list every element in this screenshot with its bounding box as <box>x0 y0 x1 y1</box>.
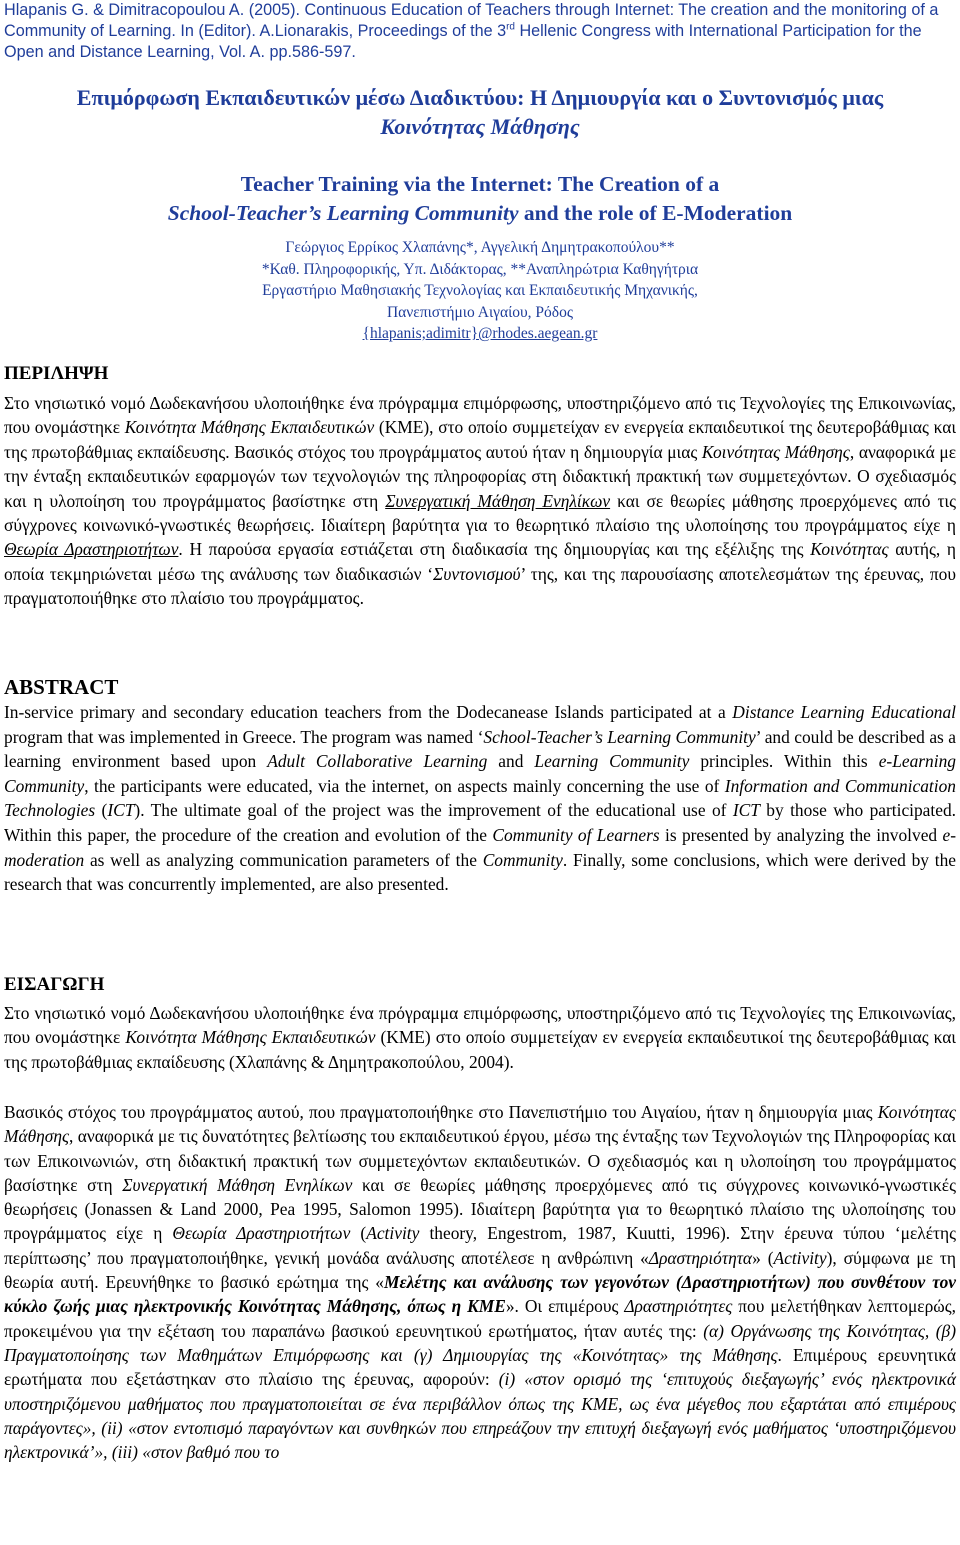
abstract-english-text: as well as analyzing communication parameters of the <box>84 849 483 870</box>
abstract-english-italic: Community of Learners <box>492 824 660 845</box>
abstract-english-italic: Community <box>482 849 563 870</box>
abstract-english-text: is presented by analyzing the involved <box>659 824 943 845</box>
abstract-english-text: and <box>487 751 535 772</box>
author-affiliation-1: *Καθ. Πληροφορικής, Υπ. Διδάκτορας, **Αναπληρώτρια Καθηγήτρια <box>261 260 699 278</box>
abstract-greek-text: ’ της, και της παρουσίασης αποτελεσμάτων της έρευνας, που πραγματοποιήθηκε στο πλαίσιο του προγράμματος. <box>4 563 956 609</box>
citation-text-cont: Hellenic Congress with International Participation for the Open and Distance Learning, Vol. A. pp.586-597. <box>4 22 922 61</box>
intro-italic: Δραστηριότητες <box>624 1296 733 1317</box>
abstract-english-italic: e-moderation <box>4 824 956 870</box>
abstract-english-italic: ICT <box>107 800 135 821</box>
abstract-english-italic: ICT <box>732 800 760 821</box>
abstract-greek-italic: Κοινότητας Μάθησης <box>701 441 850 462</box>
abstract-english-text: program that was implemented in Greece. The program was named ‘ <box>4 726 484 747</box>
intro-text: ( <box>350 1223 367 1244</box>
abstract-english-italic: School-Teacher’s Learning Community <box>483 726 756 747</box>
abstract-greek-italic: Θεωρία Δραστηριοτήτων <box>4 539 179 560</box>
abstract-english-italic: Learning Community <box>534 751 690 772</box>
abstract-english-text: ’ and could be described as a learning environment based upon <box>4 726 956 772</box>
author-block <box>160 237 800 345</box>
citation-text: Hlapanis G. & Dimitracopoulou A. (2005). Continuous Education of Teachers through Internet: The creation and the monitoring of a Community of Learning. In (Editor). A.Lionarakis, Proceedings of the 3 <box>4 1 939 40</box>
english-title-line1: Teacher Training via the Internet: The Creation of a <box>240 172 720 196</box>
intro-italic: Κοινότητα Μάθησης Εκπαιδευτικών <box>125 1027 376 1048</box>
abstract-greek-text: (ΚΜΕ), στο οποίο συμμετείχαν εν ενεργεία εκπαιδευτικοί της δευτεροβάθμιας και της πρωτοβάθμιας εκπαίδευσης. Βασικός στόχος του προγράμματος αυτού ήταν η δημιουργία μιας <box>4 417 956 462</box>
intro-text: και σε θεωρίες μάθησης προερχόμενες από τις σύγχρονες κοινωνικό-γνωστικές θεωρήσεις (Jonassen & Land 2000, Pea 1995, Salomon 1995). Ιδιαίτερη βαρύτητα για το θεωρητικό πλαίσιο της υλοποίησης του προγράμματος είχε η <box>4 1174 956 1244</box>
abstract-english-italic: Information and Communication Technologies <box>4 775 956 821</box>
abstract-greek-text: αυτής, η οποία τεκμηριώνεται μέσω της ανάλυσης των διαδικασιών ‘ <box>4 539 957 584</box>
abstract-greek-body <box>4 391 956 611</box>
english-title <box>0 170 960 228</box>
english-title-line2 <box>0 199 960 228</box>
abstract-english-italic: e-Learning Community <box>4 751 956 796</box>
intro-italic: Activity <box>366 1223 420 1244</box>
abstract-english-body <box>4 700 956 897</box>
abstract-greek-italic: Κοινότητας <box>810 539 889 560</box>
intro-italic: Συνεργατική Μάθηση Ενηλίκων <box>122 1174 353 1195</box>
english-title-italic: School-Teacher’s Learning Community <box>167 201 519 225</box>
abstract-english-text: , the participants were educated, via the internet, on aspects mainly concerning the use of <box>84 775 725 796</box>
english-title-rest: and the role of E-Moderation <box>518 201 793 225</box>
introduction-paragraph-1 <box>4 1001 956 1074</box>
intro-text: που μελετήθηκαν λεπτομερώς, προκειμένου για την εξέταση του παραπάνω βασικού ερευνητικού ερωτήματος, ήταν αυτές της: <box>4 1296 956 1341</box>
intro-bold-italic: Μελέτης και ανάλυσης των γεγονότων (Δραστηριοτήτων) που συνθέτουν τον κύκλο ζωής μιας ηλεκτρονικής Κοινότητας Μάθησης, όπως η ΚΜΕ <box>4 1272 956 1317</box>
intro-text: ), σύμφωνα με τη θεωρία αυτή. Ερευνήθηκε το βασικό ερώτημα της « <box>4 1247 956 1293</box>
abstract-english-text: principles. Within this <box>689 751 879 772</box>
abstract-english-text: . Finally, some conclusions, which were derived by the research that was concurrently implemented, are also presented. <box>4 849 956 895</box>
author-affiliation-3: Πανεπιστήμιο Αιγαίου, Ρόδος <box>386 303 573 321</box>
abstract-greek-text: . Η παρούσα εργασία εστιάζεται στη διαδικασία της δημιουργίας και της εξέλιξης της <box>178 539 811 560</box>
abstract-greek-italic: Συντονισμού <box>433 563 521 584</box>
abstract-greek-text: και σε θεωρίες μάθησης προερχόμενες από τις σύγχρονες κοινωνικό-γνωστικές θεωρήσεις. Ιδιαίτερη βαρύτητα για το θεωρητικό πλαίσιο της υλοποίησης του προγράμματος είχε η <box>4 490 957 536</box>
author-email-link[interactable]: {hlapanis;adimitr}@rhodes.aegean.gr <box>362 325 598 342</box>
intro-text: , αναφορικά με τις δυνατότητες βελτίωσης του εκπαιδευτικού έργου, μέσω της ένταξης των Τεχνολογιών της Πληροφορίας και των Επικοινωνιών, στη διδακτική πρακτική των συμμετεχόντων εκπαιδευτικών. Ο σχεδιασμός και η υλοποίηση του προγράμματος βασίστηκε στη <box>4 1126 956 1195</box>
introduction-heading: ΕΙΣΑΓΩΓΗ <box>4 974 105 995</box>
intro-text: ». Οι επιμέρους <box>505 1296 625 1317</box>
abstract-english-italic: Adult Collaborative Learning <box>267 751 488 772</box>
abstract-english-text: ( <box>95 800 108 821</box>
greek-title-line1: Επιμόρφωση Εκπαιδευτικών μέσω Διαδικτύου: Η Δημιουργία και ο Συντονισμός μιας <box>76 85 884 110</box>
author-names: Γεώργιος Ερρίκος Χλαπάνης*, Αγγελική Δημητρακοπούλου** <box>285 239 675 256</box>
intro-text: Στο νησιωτικό νομό Δωδεκανήσου υλοποιήθηκε ένα πρόγραμμα επιμόρφωσης, υποστηριζόμενο από τις Τεχνολογίες της Επικοινωνίας, που ονομάστηκε <box>4 1003 956 1048</box>
citation-superscript: rd <box>506 21 515 33</box>
abstract-greek-text: , αναφορικά με την ένταξη εκπαιδευτικών εφαρμογών των τεχνολογιών της πληροφορίας στη διδακτική πρακτική των συμμετεχόντων. Ο σχεδιασμός και η υλοποίηση του προγράμματος βασίστηκε στη <box>4 441 956 511</box>
intro-text: . Επιμέρους ερευνητικά ερωτήματα που εξετάστηκαν στο πλαίσιο της έρευνας, αφορούν: <box>4 1344 956 1390</box>
abstract-english-text: ). The ultimate goal of the project was the improvement of the educational use of <box>134 800 733 821</box>
abstract-english-text: by those who participated. Within this paper, the procedure of the creation and evolution of the <box>4 800 956 845</box>
intro-italic: (i) «στον ορισμό της ‘επιτυχούς διεξαγωγής’ ενός ηλεκτρονικά υποστηριζόμενου μαθήματος που πραγματοποιείται σε ένα περιβάλλον όπως της ΚΜΕ, ως ένα μέγεθος που εξαρτάται από επιμέρους παράγοντες», (ii) «στον εντοπισμό παραγόντων και συνθηκών που επηρεάζουν την επιτυχή διεξαγωγή ενός μαθήματος ‘υποστηριζόμενου ηλεκτρονικά’», (iii) «στον βαθμό που το <box>4 1369 957 1463</box>
abstract-greek-heading: ΠΕΡΙΛΗΨΗ <box>4 363 109 384</box>
intro-text: theory, Engestrom, 1987, Kuutti, 1996). Στην έρευνα τύπου ‘μελέτης περίπτωσης’ που πραγματοποιήθηκε, γενική μονάδα ανάλυσης αποτέλεσε η ανθρώπινη « <box>4 1223 957 1268</box>
abstract-greek-italic: Κοινότητα Μάθησης Εκπαιδευτικών <box>124 417 375 438</box>
intro-italic: (α) Οργάνωσης της Κοινότητας, (β) Πραγματοποίησης των Μαθημάτων Επιμόρφωσης και (γ) Δημιουργίας της «Κοινότητας» της Μάθησης <box>4 1320 957 1365</box>
abstract-greek-text: Στο νησιωτικό νομό Δωδεκανήσου υλοποιήθηκε ένα πρόγραμμα επιμόρφωσης, υποστηριζόμενο από τις Τεχνολογίες της Επικοινωνίας, που ονομάστηκε <box>4 393 956 438</box>
author-affiliation-2: Εργαστήριο Μαθησιακής Τεχνολογίας και Εκπαιδευτικής Μηχανικής, <box>262 282 698 299</box>
intro-text: » ( <box>752 1247 774 1268</box>
greek-title-line2: Κοινότητας Μάθησης <box>380 114 580 139</box>
greek-title <box>0 83 960 141</box>
intro-italic: Activity <box>773 1247 827 1268</box>
citation-header <box>4 0 956 63</box>
introduction-paragraph-2 <box>4 1100 956 1464</box>
abstract-greek-italic: Συνεργατική Μάθηση Ενηλίκων <box>385 490 611 511</box>
abstract-english-text: In-service primary and secondary education teachers from the Dodecanease Islands participated at a <box>4 702 733 722</box>
abstract-english-italic: Distance Learning Educational <box>732 702 956 722</box>
intro-text: (ΚΜΕ) στο οποίο συμμετείχαν εν ενεργεία εκπαιδευτικοί της δευτεροβάθμιας και της πρωτοβάθμιας εκπαίδευσης (Χλαπάνης & Δημητρακοπούλου, 2004). <box>4 1027 956 1072</box>
intro-italic: Θεωρία Δραστηριοτήτων <box>172 1223 351 1244</box>
intro-italic: Κοινότητας Μάθησης <box>4 1102 956 1147</box>
abstract-english-heading: ABSTRACT <box>4 675 119 699</box>
intro-text: Βασικός στόχος του προγράμματος αυτού, που πραγματοποιήθηκε στο Πανεπιστήμιο του Αιγαίου, ήταν η δημιουργία μιας <box>4 1102 878 1122</box>
intro-italic: Δραστηριότητα <box>648 1247 753 1268</box>
